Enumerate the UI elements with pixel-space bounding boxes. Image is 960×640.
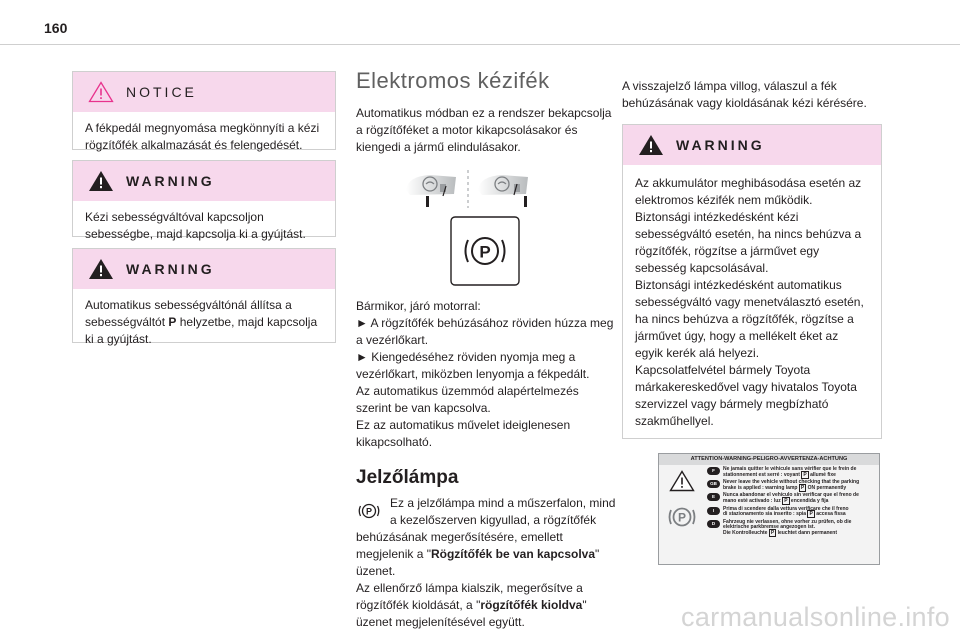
language-badge: D [707,520,720,528]
svg-text:P: P [677,510,687,525]
notice-box [72,71,336,150]
warning-box-1 [72,160,336,241]
language-badge: F [707,467,720,475]
blink-paragraph: A visszajelző lámpa villog, válaszul a fék behúzásának vagy kioldásának kézi kérésére. [622,79,867,110]
language-badge: E [707,493,720,501]
label-row-text: stationnement est serré : voyant [723,471,802,478]
label-row [707,493,879,504]
label-row-text: brake is applied : warning lamp [723,484,799,491]
warning-triangle-icon [88,258,114,280]
parking-brake-warning-lamp-icon [356,498,382,524]
label-inline-p-icon: P [803,471,807,478]
warning-line: Kapcsolatfelvétel bármely Toyota márkakereskedővel vagy hivatalos Toyota szervizzel vagy bármely megbízható szakműhellyel. [635,363,857,428]
label-row-text: elektrische parkbremse angezogen ist. [723,524,815,531]
label-inline-p-icon: P [770,529,775,536]
lamp-paragraph [356,495,616,631]
lamp-text-2a: Az ellenőrző lámpa kialszik, megerősítve a rögzítőfék kioldását, a " [356,581,583,612]
label-inline-p-icon: P [800,484,805,491]
warning-text-2-bold: P [168,315,177,329]
warning-title-3: WARNING [676,137,765,153]
svg-text:P: P [365,506,373,517]
lamp-text-1-bold: Rögzítőfék be van kapcsolva [430,547,596,561]
notice-header [73,72,335,112]
label-parking-brake-icon [665,500,699,534]
label-row-text: Die Kontrolleuchte [723,529,769,536]
label-row-text: encendida y fija [789,497,829,504]
label-row [707,467,879,478]
warning-line: Az akkumulátor meghibásodása esetén az elektromos kézifék nem működik. [635,176,862,207]
warning-line: Biztonsági intézkedésként kézi sebességváltó esetén, ha nincs behúzva a rögzítőfék, rögzítse a járművet egy sebesség kapcsolásával. [635,210,862,275]
instruction-line: Bármikor, járó motorral: [356,299,481,313]
language-badge: I [707,507,720,515]
instruction-line: Az automatikus üzemmód alapértelmezés szerint be van kapcsolva. [356,384,579,415]
intro-paragraph: Automatikus módban ez a rendszer bekapcsolja a rögzítőféket a motor kikapcsolásakor és kiengedi a jármű elindulásakor. [356,106,612,154]
label-row-text: Fahrzeug nie verlassen, ohne vorher zu prüfen, ob die [723,518,852,525]
parking-brake-button-icon [450,216,520,286]
section-title: Elektromos kézifék [356,68,550,93]
warning-header-1 [73,161,335,201]
warning-text-2a: Automatikus sebességváltónál állítsa a sebességváltót [85,298,292,329]
warning-header-2 [73,249,335,289]
label-row-text: Prima di scendere dalla vettura verificare che il freno [723,505,849,512]
lamp-text-1b: " üzenet. [356,547,600,578]
label-row-text: Never leave the vehicle without checking that the parking [723,479,860,486]
warning-title-1: WARNING [126,173,215,189]
language-badge: GB [707,480,720,488]
label-row [707,507,879,518]
svg-text:P: P [479,242,491,262]
lamp-text-1a: Ez a jelzőlámpa mind a műszerfalon, mind a kezelőszerven kigyullad, a rögzítőfék behúzásának megerősítésére, emellett megjelenik a " [356,496,616,561]
warning-box-2 [72,248,336,346]
lamp-text-2b: " üzenet megjelenítésével együtt. [356,598,587,629]
label-row-text: allumé fixe [808,471,836,478]
label-row-text: Ne jamais quitter le véhicule sans vérifier que le frein de [723,466,857,472]
notice-text: A fékpedál megnyomása megkönnyíti a kézi rögzítőfék alkalmazását és felengedését. [85,121,320,152]
header-rule [0,44,960,45]
warning-text-2b: helyzetbe, majd kapcsolja ki a gyújtást. [85,315,318,346]
label-row-text: leuchtet dann permanent [776,529,838,536]
instruction-line: ► A rögzítőfék behúzásához röviden húzza meg a vezérlőkart. [356,316,614,347]
label-inline-p-icon: P [809,511,813,518]
label-rows [707,467,879,537]
warning-triangle-icon [88,170,114,192]
label-row-text: Nunca abandonar el vehículo sin verificar que el freno de [723,492,859,499]
warning-box-3 [622,124,882,439]
notice-title: NOTICE [126,84,197,100]
warning-title-2: WARNING [126,261,215,277]
label-row-text: ON permanently [806,484,847,491]
warning-label-image [658,453,880,565]
label-inline-p-icon: P [784,497,788,504]
instruction-line: Ez az automatikus művelet ideiglenesen kikapcsolható. [356,418,571,449]
warning-text-3 [623,165,881,438]
label-header: ATTENTION-WARNING-PELIGRO-AVVERTENZA-ACHTUNG [659,454,879,465]
label-row-text: mano esté activado : luz [723,497,783,504]
label-warning-triangle-icon [669,470,695,492]
subsection-title: Jelzőlámpa [356,467,459,488]
notice-triangle-icon [88,81,114,103]
warning-header-3 [623,125,881,165]
label-row-text: di stazionamento sia inserito : spia [723,511,808,518]
instruction-line: ► Kiengedéséhez röviden nyomja meg a vezérlőkart, miközben lenyomja a fékpedált. [356,350,590,381]
column-2 [356,68,616,631]
warning-text-1: Kézi sebességváltóval kapcsoljon sebességbe, majd kapcsolja ki a gyújtást. [85,210,306,241]
lamp-text-2-bold: rögzítőfék kioldva [480,598,583,612]
warning-text-2 [73,289,335,358]
column-3 [622,78,884,565]
page-number: 160 [44,20,68,36]
label-row-text: accesa fissa [814,511,846,518]
label-row [707,520,879,537]
parking-brake-lever-illustration [398,168,538,208]
warning-triangle-icon [638,134,664,156]
watermark: carmanualsonline.info [681,602,950,632]
label-row [707,480,879,491]
warning-line: Biztonsági intézkedésként automatikus sebességváltó vagy menetválasztó esetén, ha nincs behúzva a rögzítőfék, rögzítse a járművet úgy, hogy a mellékelt éket az egyik kerék alá helyezi. [635,278,864,360]
instructions [356,298,616,451]
